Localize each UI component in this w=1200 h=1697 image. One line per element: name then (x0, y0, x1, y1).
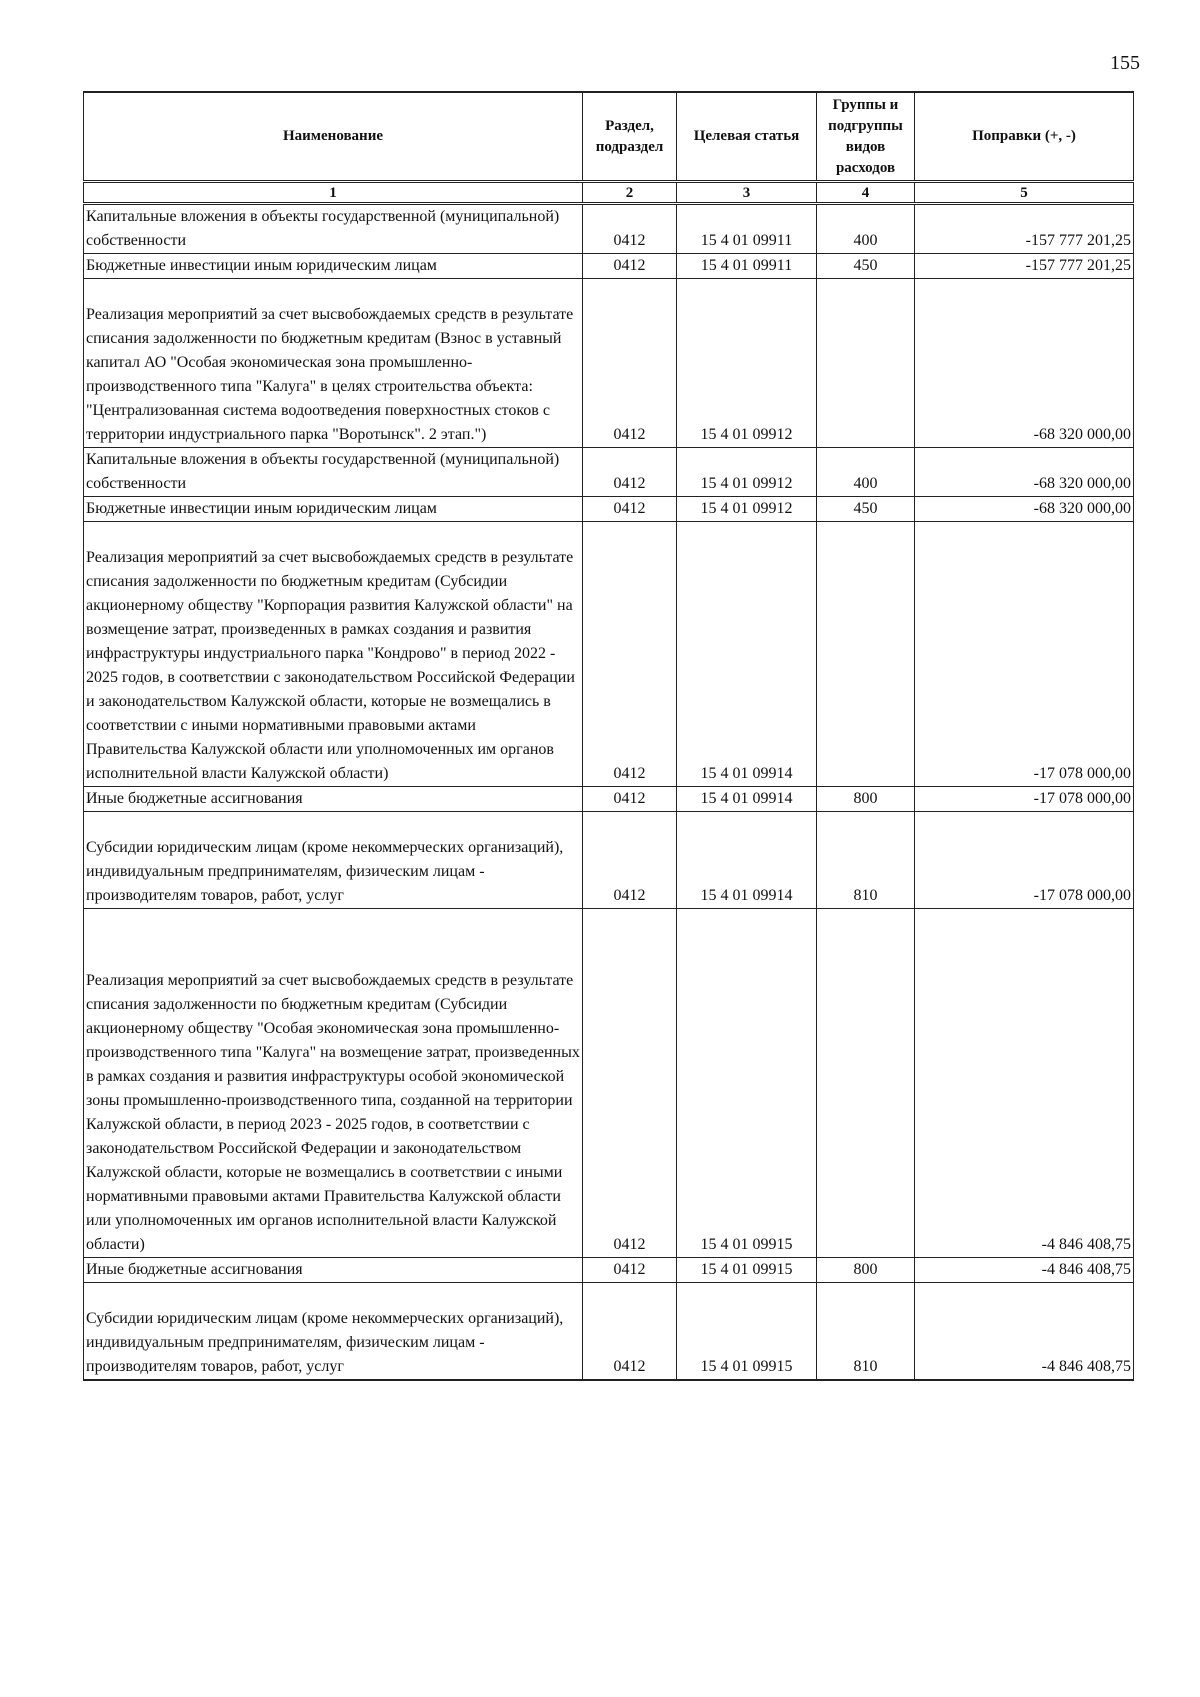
row-name: Реализация мероприятий за счет высвобождаемых средств в результате списания задолженности по бюджетным кредитам (Взнос в уставный капитал АО "Особая экономическая зона промышленно-производственного типа "Калуга" в целях строительства объекта: "Централизованная система водоотведения поверхностных стоков с территории индустриального парка "Воротынск". 2 этап.") (84, 279, 583, 448)
row-name: Иные бюджетные ассигнования (84, 787, 583, 812)
row-name: Иные бюджетные ассигнования (84, 1258, 583, 1283)
row-name: Реализация мероприятий за счет высвобождаемых средств в результате списания задолженности по бюджетным кредитам (Субсидии акционерному обществу "Особая экономическая зона промышленно-производственного типа "Калуга" на возмещение затрат, произведенных в рамках создания и развития инфраструктуры особой экономической зоны промышленно-производственного типа, созданной на территории Калужской области, в период 2023 - 2025 годов, в соответствии с законодательством Российской Федерации и законодательством Калужской области, которые не возмещались в соответствии с иными нормативными правовыми актами Правительства Калужской области или уполномоченных им органов исполнительной власти Калужской области) (84, 909, 583, 1258)
column-numbers-row (84, 182, 1134, 204)
row-section: 0412 (583, 522, 677, 787)
row-group: 800 (817, 1258, 915, 1283)
table-row (84, 448, 1134, 497)
column-number: 1 (84, 182, 583, 204)
row-amount: -157 777 201,25 (915, 204, 1134, 254)
row-section: 0412 (583, 909, 677, 1258)
row-name: Субсидии юридическим лицам (кроме некоммерческих организаций), индивидуальным предпринимателям, физическим лицам - производителям товаров, работ, услуг (84, 1283, 583, 1381)
column-number: 3 (677, 182, 817, 204)
table-row (84, 1258, 1134, 1283)
row-section: 0412 (583, 1258, 677, 1283)
row-amount: -17 078 000,00 (915, 787, 1134, 812)
row-target: 15 4 01 09914 (677, 787, 817, 812)
table-row (84, 909, 1134, 1258)
row-group: 810 (817, 812, 915, 909)
row-section: 0412 (583, 1283, 677, 1381)
table-row (84, 812, 1134, 909)
column-number: 4 (817, 182, 915, 204)
row-group: 800 (817, 787, 915, 812)
header-target: Целевая статья (677, 92, 817, 182)
row-section: 0412 (583, 497, 677, 522)
header-groups: Группы и подгруппы видов расходов (817, 92, 915, 182)
row-group: 400 (817, 448, 915, 497)
row-name: Субсидии юридическим лицам (кроме некоммерческих организаций), индивидуальным предпринимателям, физическим лицам - производителям товаров, работ, услуг (84, 812, 583, 909)
row-group: 400 (817, 204, 915, 254)
row-target: 15 4 01 09911 (677, 204, 817, 254)
row-section: 0412 (583, 787, 677, 812)
row-target: 15 4 01 09915 (677, 909, 817, 1258)
row-target: 15 4 01 09912 (677, 279, 817, 448)
row-section: 0412 (583, 254, 677, 279)
row-target: 15 4 01 09912 (677, 448, 817, 497)
row-name: Реализация мероприятий за счет высвобождаемых средств в результате списания задолженности по бюджетным кредитам (Субсидии акционерному обществу "Корпорация развития Калужской области" на возмещение затрат, произведенных в рамках создания и развития инфраструктуры индустриального парка "Кондрово" в период 2022 - 2025 годов, в соответствии с законодательством Российской Федерации и законодательством Калужской области, которые не возмещались в соответствии с иными нормативными правовыми актами Правительства Калужской области или уполномоченных им органов исполнительной власти Калужской области) (84, 522, 583, 787)
row-target: 15 4 01 09915 (677, 1258, 817, 1283)
budget-table (83, 91, 1134, 1381)
row-amount: -68 320 000,00 (915, 448, 1134, 497)
page-number: 155 (1110, 52, 1140, 74)
header-row (84, 92, 1134, 182)
table-row (84, 254, 1134, 279)
row-target: 15 4 01 09915 (677, 1283, 817, 1381)
row-section: 0412 (583, 204, 677, 254)
row-group: 450 (817, 497, 915, 522)
header-name: Наименование (84, 92, 583, 182)
row-target: 15 4 01 09914 (677, 812, 817, 909)
row-group: 810 (817, 1283, 915, 1381)
row-amount: -68 320 000,00 (915, 279, 1134, 448)
column-number: 2 (583, 182, 677, 204)
row-group (817, 909, 915, 1258)
table-row (84, 204, 1134, 254)
table-row (84, 787, 1134, 812)
row-section: 0412 (583, 448, 677, 497)
row-target: 15 4 01 09912 (677, 497, 817, 522)
row-amount: -68 320 000,00 (915, 497, 1134, 522)
row-amount: -4 846 408,75 (915, 1258, 1134, 1283)
row-group (817, 522, 915, 787)
table-row (84, 279, 1134, 448)
row-target: 15 4 01 09914 (677, 522, 817, 787)
row-name: Капитальные вложения в объекты государственной (муниципальной) собственности (84, 204, 583, 254)
row-amount: -17 078 000,00 (915, 522, 1134, 787)
row-target: 15 4 01 09911 (677, 254, 817, 279)
row-section: 0412 (583, 279, 677, 448)
table-row (84, 522, 1134, 787)
row-amount: -4 846 408,75 (915, 1283, 1134, 1381)
header-section: Раздел, подраздел (583, 92, 677, 182)
row-group (817, 279, 915, 448)
header-amendments: Поправки (+, -) (915, 92, 1134, 182)
row-section: 0412 (583, 812, 677, 909)
column-number: 5 (915, 182, 1134, 204)
row-name: Капитальные вложения в объекты государственной (муниципальной) собственности (84, 448, 583, 497)
row-amount: -4 846 408,75 (915, 909, 1134, 1258)
row-amount: -17 078 000,00 (915, 812, 1134, 909)
row-name: Бюджетные инвестиции иным юридическим лицам (84, 497, 583, 522)
row-group: 450 (817, 254, 915, 279)
table-row (84, 497, 1134, 522)
row-amount: -157 777 201,25 (915, 254, 1134, 279)
table-row (84, 1283, 1134, 1381)
row-name: Бюджетные инвестиции иным юридическим лицам (84, 254, 583, 279)
